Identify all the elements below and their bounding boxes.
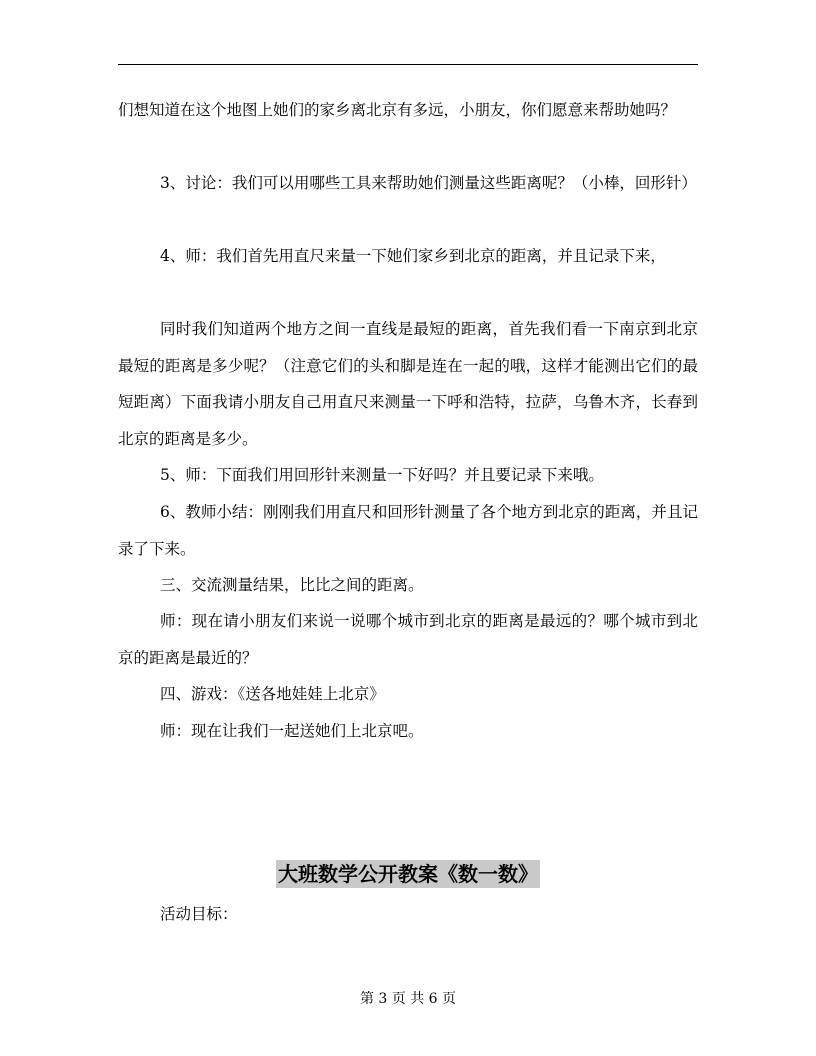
paragraph-measure-nanjing: 同时我们知道两个地方之间一直线是最短的距离，首先我们看一下南京到北京最短的距离是多少呢？（注意它们的头和脚是连在一起的哦，这样才能测出它们的最短距离）下面我请小朋友自己用直尺来测量一下呼和浩特，拉萨，乌鲁木齐，长春到北京的距离是多少。 — [118, 320, 698, 448]
paragraph-step-4: 4、师：我们首先用直尺来量一下她们家乡到北京的距离，并且记录下来， — [160, 247, 666, 265]
title-container — [0, 860, 816, 888]
paragraph-teacher-question: 师：现在请小朋友们来说一说哪个城市到北京的距离是最远的？哪个城市到北京的距离是最近的？ — [118, 612, 698, 667]
paragraph-step-3: 3、讨论：我们可以用哪些工具来帮助她们测量这些距离呢？（小棒，回形针） — [160, 174, 697, 192]
paragraph-step-6: 6、教师小结：刚刚我们用直尺和回形针测量了各个地方到北京的距离，并且记录了下来。 — [118, 503, 698, 558]
document-title: 大班数学公开教案《数一数》 — [278, 862, 538, 886]
paragraph-step-5: 5、师：下面我们用回形针来测量一下好吗？并且要记录下来哦。 — [160, 466, 604, 484]
paragraph-section-four: 四、游戏：《送各地娃娃上北京》 — [160, 685, 385, 703]
page-footer: 第 3 页 共 6 页 — [359, 991, 457, 1007]
header-rule — [118, 64, 698, 65]
paragraph-continuation: 们想知道在这个地图上她们的家乡离北京有多远，小朋友，你们愿意来帮助她吗？ — [118, 101, 677, 119]
paragraph-teacher-closing: 师：现在让我们一起送她们上北京吧。 — [160, 722, 424, 740]
section-label-activity-goals: 活动目标： — [160, 905, 238, 923]
paragraph-section-three: 三、交流测量结果，比比之间的距离。 — [160, 576, 424, 594]
